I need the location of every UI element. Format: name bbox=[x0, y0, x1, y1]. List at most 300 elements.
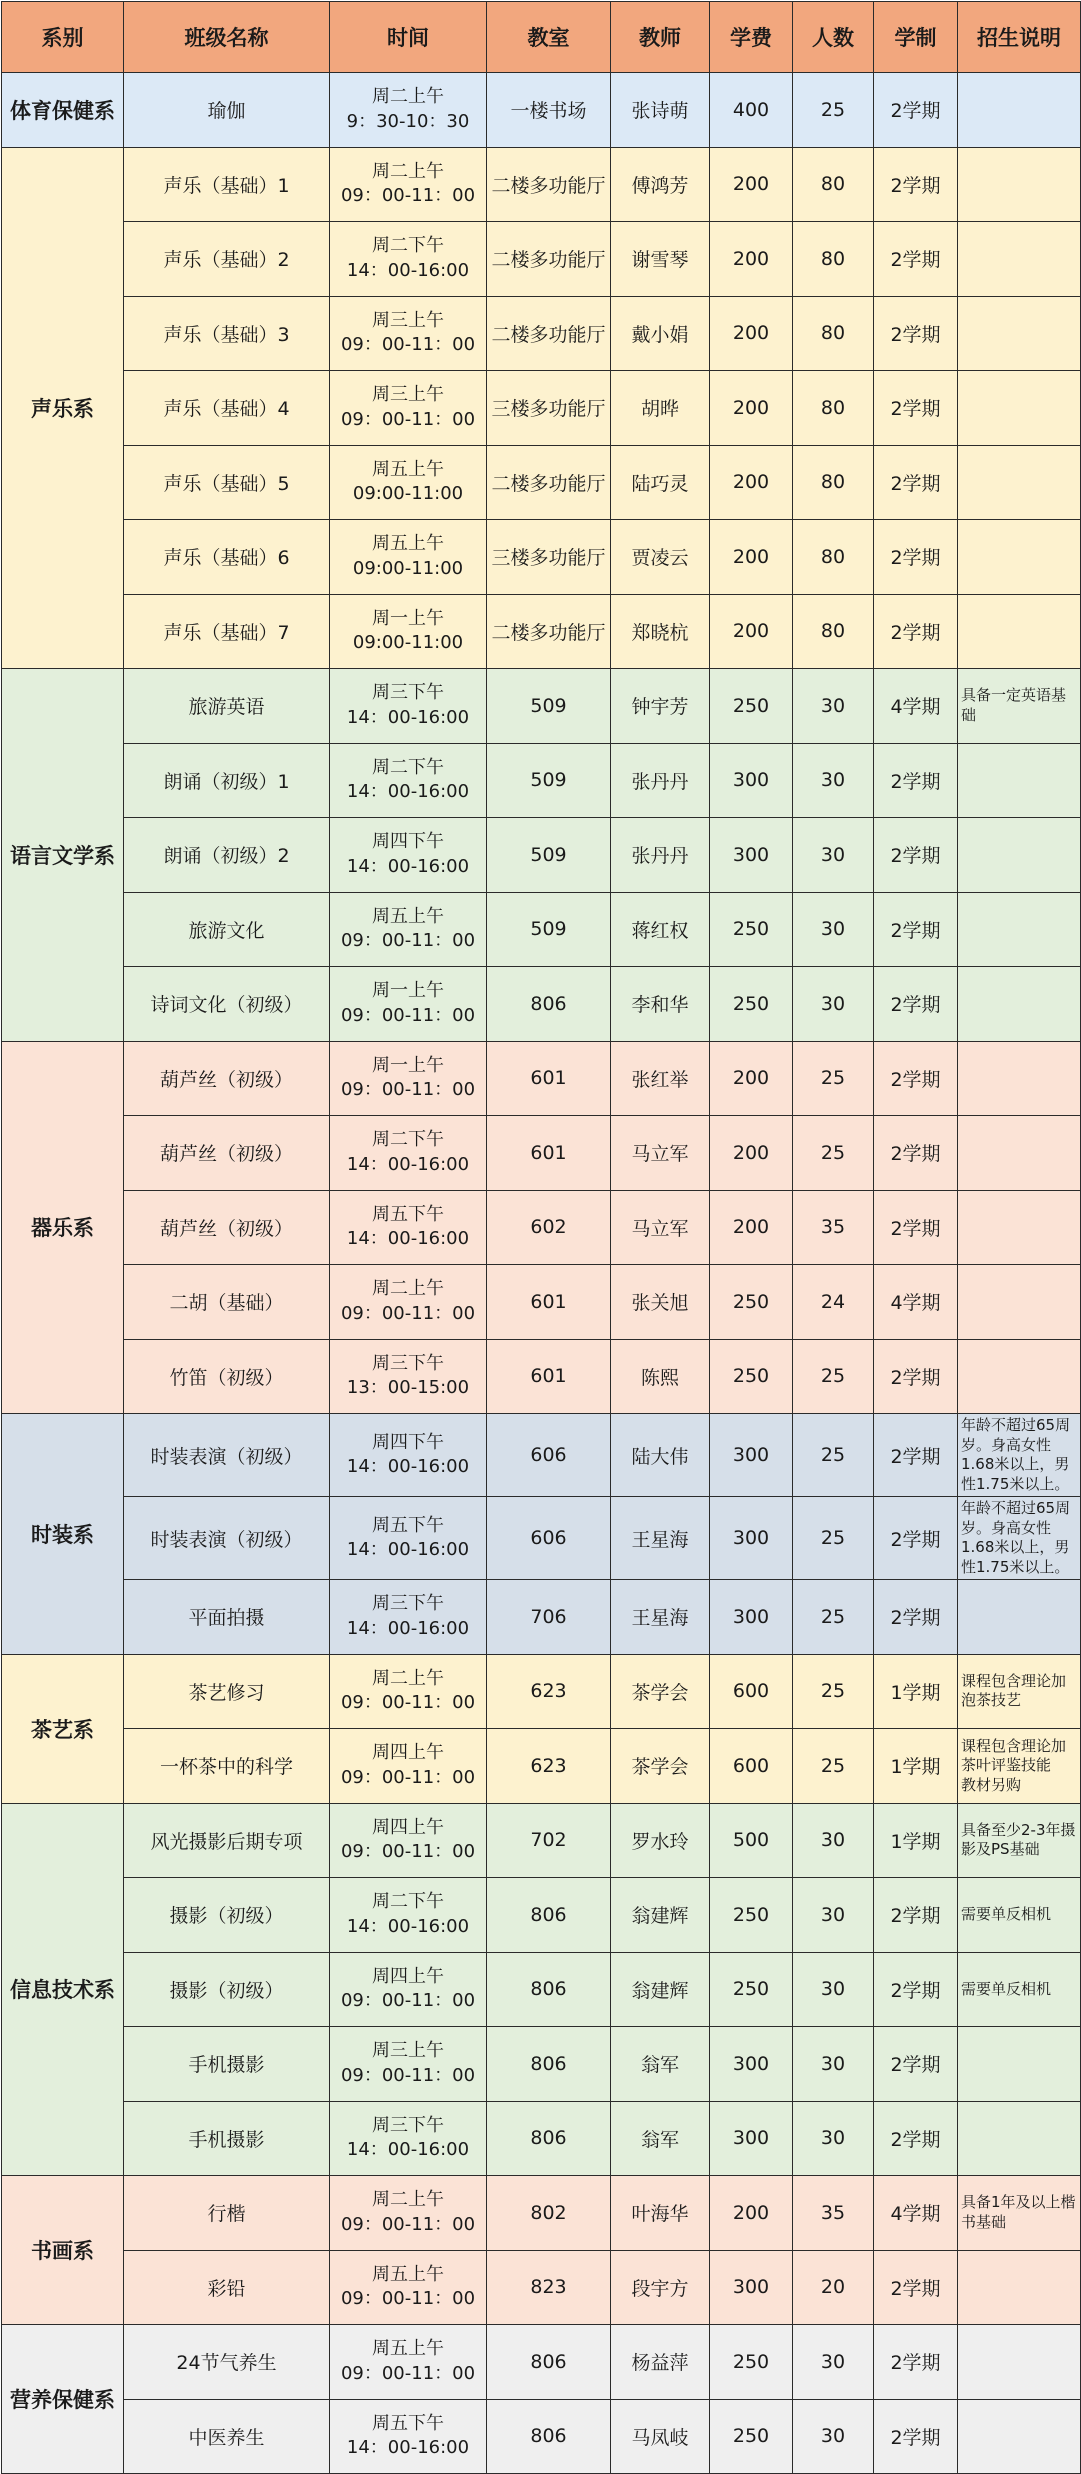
class-name-cell: 时装表演（初级） bbox=[124, 1497, 330, 1580]
class-name-cell: 朗诵（初级）1 bbox=[124, 743, 330, 818]
table-row bbox=[2, 1041, 1081, 1116]
time-cell: 周五上午 09:00-11:00 bbox=[330, 520, 487, 595]
term-cell: 2学期 bbox=[874, 445, 958, 520]
term-cell: 2学期 bbox=[874, 1116, 958, 1191]
fee-cell: 200 bbox=[710, 371, 793, 446]
term-cell: 2学期 bbox=[874, 520, 958, 595]
room-cell: 806 bbox=[487, 2027, 611, 2102]
class-name-cell: 竹笛（初级） bbox=[124, 1339, 330, 1414]
table-row bbox=[2, 967, 1081, 1042]
note-cell: 课程包含理论加 泡茶技艺 bbox=[958, 1654, 1081, 1729]
time-cell: 周五上午 09：00-11：00 bbox=[330, 892, 487, 967]
course-schedule-table bbox=[1, 1, 1081, 2474]
class-name-cell: 声乐（基础）4 bbox=[124, 371, 330, 446]
room-cell: 601 bbox=[487, 1041, 611, 1116]
count-cell: 20 bbox=[793, 2250, 874, 2325]
note-cell bbox=[958, 892, 1081, 967]
term-cell: 2学期 bbox=[874, 1580, 958, 1655]
teacher-cell: 叶海华 bbox=[611, 2176, 710, 2251]
note-cell bbox=[958, 2325, 1081, 2400]
time-cell: 周一上午 09:00-11:00 bbox=[330, 594, 487, 669]
table-row bbox=[2, 2325, 1081, 2400]
time-cell: 周二上午 09：00-11：00 bbox=[330, 1654, 487, 1729]
term-cell: 1学期 bbox=[874, 1654, 958, 1729]
count-cell: 80 bbox=[793, 222, 874, 297]
header-room: 教室 bbox=[487, 2, 611, 73]
class-name-cell: 时装表演（初级） bbox=[124, 1414, 330, 1497]
header-note: 招生说明 bbox=[958, 2, 1081, 73]
term-cell: 2学期 bbox=[874, 1497, 958, 1580]
teacher-cell: 王星海 bbox=[611, 1497, 710, 1580]
fee-cell: 300 bbox=[710, 2027, 793, 2102]
header-teacher: 教师 bbox=[611, 2, 710, 73]
teacher-cell: 马凤岐 bbox=[611, 2399, 710, 2474]
note-cell bbox=[958, 371, 1081, 446]
room-cell: 806 bbox=[487, 1952, 611, 2027]
table-row bbox=[2, 73, 1081, 148]
fee-cell: 300 bbox=[710, 818, 793, 893]
term-cell: 2学期 bbox=[874, 967, 958, 1042]
term-cell: 2学期 bbox=[874, 2399, 958, 2474]
fee-cell: 200 bbox=[710, 222, 793, 297]
note-cell bbox=[958, 520, 1081, 595]
dept-cell: 声乐系 bbox=[2, 147, 124, 669]
time-cell: 周三上午 09：00-11：00 bbox=[330, 296, 487, 371]
term-cell: 4学期 bbox=[874, 2176, 958, 2251]
count-cell: 25 bbox=[793, 1116, 874, 1191]
header-dept: 系别 bbox=[2, 2, 124, 73]
time-cell: 周三下午 14：00-16:00 bbox=[330, 2101, 487, 2176]
time-cell: 周二下午 14：00-16:00 bbox=[330, 222, 487, 297]
note-cell bbox=[958, 818, 1081, 893]
count-cell: 30 bbox=[793, 743, 874, 818]
teacher-cell: 杨益萍 bbox=[611, 2325, 710, 2400]
count-cell: 25 bbox=[793, 1041, 874, 1116]
room-cell: 606 bbox=[487, 1414, 611, 1497]
room-cell: 二楼多功能厅 bbox=[487, 296, 611, 371]
term-cell: 2学期 bbox=[874, 296, 958, 371]
class-name-cell: 旅游文化 bbox=[124, 892, 330, 967]
teacher-cell: 翁军 bbox=[611, 2101, 710, 2176]
dept-cell: 时装系 bbox=[2, 1414, 124, 1655]
table-row bbox=[2, 818, 1081, 893]
header-count: 人数 bbox=[793, 2, 874, 73]
table-row bbox=[2, 594, 1081, 669]
class-name-cell: 平面拍摄 bbox=[124, 1580, 330, 1655]
class-name-cell: 声乐（基础）3 bbox=[124, 296, 330, 371]
teacher-cell: 蒋红权 bbox=[611, 892, 710, 967]
count-cell: 30 bbox=[793, 1952, 874, 2027]
fee-cell: 250 bbox=[710, 2325, 793, 2400]
class-name-cell: 24节气养生 bbox=[124, 2325, 330, 2400]
fee-cell: 250 bbox=[710, 2399, 793, 2474]
count-cell: 25 bbox=[793, 1497, 874, 1580]
class-name-cell: 风光摄影后期专项 bbox=[124, 1803, 330, 1878]
term-cell: 2学期 bbox=[874, 594, 958, 669]
time-cell: 周五下午 14：00-16:00 bbox=[330, 1190, 487, 1265]
dept-cell: 营养保健系 bbox=[2, 2325, 124, 2474]
room-cell: 509 bbox=[487, 818, 611, 893]
table-row bbox=[2, 147, 1081, 222]
term-cell: 2学期 bbox=[874, 2027, 958, 2102]
room-cell: 823 bbox=[487, 2250, 611, 2325]
room-cell: 806 bbox=[487, 1878, 611, 1953]
note-cell: 具备1年及以上楷 书基础 bbox=[958, 2176, 1081, 2251]
term-cell: 2学期 bbox=[874, 1952, 958, 2027]
header-class-name: 班级名称 bbox=[124, 2, 330, 73]
note-cell: 具备至少2-3年摄 影及PS基础 bbox=[958, 1803, 1081, 1878]
note-cell bbox=[958, 445, 1081, 520]
time-cell: 周二下午 14：00-16:00 bbox=[330, 1116, 487, 1191]
count-cell: 25 bbox=[793, 73, 874, 148]
class-name-cell: 摄影（初级） bbox=[124, 1952, 330, 2027]
fee-cell: 200 bbox=[710, 1116, 793, 1191]
table-row bbox=[2, 1952, 1081, 2027]
note-cell: 课程包含理论加 茶叶评鉴技能 教材另购 bbox=[958, 1729, 1081, 1804]
note-cell: 需要单反相机 bbox=[958, 1878, 1081, 1953]
note-cell bbox=[958, 1339, 1081, 1414]
fee-cell: 200 bbox=[710, 296, 793, 371]
fee-cell: 500 bbox=[710, 1803, 793, 1878]
room-cell: 806 bbox=[487, 2399, 611, 2474]
dept-cell: 信息技术系 bbox=[2, 1803, 124, 2176]
note-cell bbox=[958, 73, 1081, 148]
note-cell bbox=[958, 222, 1081, 297]
teacher-cell: 马立军 bbox=[611, 1116, 710, 1191]
note-cell bbox=[958, 1116, 1081, 1191]
room-cell: 802 bbox=[487, 2176, 611, 2251]
count-cell: 30 bbox=[793, 1878, 874, 1953]
class-name-cell: 朗诵（初级）2 bbox=[124, 818, 330, 893]
note-cell bbox=[958, 2027, 1081, 2102]
fee-cell: 300 bbox=[710, 1580, 793, 1655]
count-cell: 24 bbox=[793, 1265, 874, 1340]
table-row bbox=[2, 2176, 1081, 2251]
term-cell: 2学期 bbox=[874, 1878, 958, 1953]
table-row bbox=[2, 371, 1081, 446]
class-name-cell: 摄影（初级） bbox=[124, 1878, 330, 1953]
term-cell: 2学期 bbox=[874, 892, 958, 967]
count-cell: 25 bbox=[793, 1580, 874, 1655]
fee-cell: 300 bbox=[710, 2101, 793, 2176]
teacher-cell: 张关旭 bbox=[611, 1265, 710, 1340]
table-row bbox=[2, 1116, 1081, 1191]
teacher-cell: 张丹丹 bbox=[611, 818, 710, 893]
class-name-cell: 行楷 bbox=[124, 2176, 330, 2251]
time-cell: 周二下午 14：00-16:00 bbox=[330, 743, 487, 818]
class-name-cell: 手机摄影 bbox=[124, 2101, 330, 2176]
time-cell: 周二上午 9：30-10：30 bbox=[330, 73, 487, 148]
count-cell: 30 bbox=[793, 1803, 874, 1878]
note-cell bbox=[958, 2399, 1081, 2474]
table-row bbox=[2, 1265, 1081, 1340]
note-cell bbox=[958, 2101, 1081, 2176]
class-name-cell: 诗词文化（初级） bbox=[124, 967, 330, 1042]
term-cell: 2学期 bbox=[874, 222, 958, 297]
note-cell bbox=[958, 1041, 1081, 1116]
time-cell: 周五下午 14：00-16:00 bbox=[330, 2399, 487, 2474]
term-cell: 2学期 bbox=[874, 73, 958, 148]
table-row bbox=[2, 892, 1081, 967]
count-cell: 30 bbox=[793, 2101, 874, 2176]
note-cell bbox=[958, 2250, 1081, 2325]
teacher-cell: 王星海 bbox=[611, 1580, 710, 1655]
dept-cell: 书画系 bbox=[2, 2176, 124, 2325]
teacher-cell: 张红举 bbox=[611, 1041, 710, 1116]
room-cell: 二楼多功能厅 bbox=[487, 445, 611, 520]
teacher-cell: 钟宇芳 bbox=[611, 669, 710, 744]
teacher-cell: 李和华 bbox=[611, 967, 710, 1042]
teacher-cell: 傅鸿芳 bbox=[611, 147, 710, 222]
teacher-cell: 陆巧灵 bbox=[611, 445, 710, 520]
table-row bbox=[2, 1190, 1081, 1265]
note-cell bbox=[958, 967, 1081, 1042]
count-cell: 25 bbox=[793, 1654, 874, 1729]
room-cell: 606 bbox=[487, 1497, 611, 1580]
class-name-cell: 声乐（基础）1 bbox=[124, 147, 330, 222]
note-cell: 年龄不超过65周 岁。身高女性 1.68米以上，男 性1.75米以上。 bbox=[958, 1414, 1081, 1497]
fee-cell: 250 bbox=[710, 1878, 793, 1953]
note-cell bbox=[958, 1265, 1081, 1340]
fee-cell: 200 bbox=[710, 1190, 793, 1265]
time-cell: 周五上午 09：00-11：00 bbox=[330, 2325, 487, 2400]
room-cell: 一楼书场 bbox=[487, 73, 611, 148]
count-cell: 25 bbox=[793, 1729, 874, 1804]
room-cell: 601 bbox=[487, 1116, 611, 1191]
table-row bbox=[2, 2399, 1081, 2474]
count-cell: 30 bbox=[793, 892, 874, 967]
note-cell bbox=[958, 296, 1081, 371]
term-cell: 2学期 bbox=[874, 2101, 958, 2176]
class-name-cell: 手机摄影 bbox=[124, 2027, 330, 2102]
teacher-cell: 张诗萌 bbox=[611, 73, 710, 148]
room-cell: 509 bbox=[487, 743, 611, 818]
table-row bbox=[2, 296, 1081, 371]
time-cell: 周三下午 13：00-15:00 bbox=[330, 1339, 487, 1414]
count-cell: 30 bbox=[793, 2325, 874, 2400]
term-cell: 1学期 bbox=[874, 1729, 958, 1804]
class-name-cell: 彩铅 bbox=[124, 2250, 330, 2325]
term-cell: 2学期 bbox=[874, 2250, 958, 2325]
term-cell: 2学期 bbox=[874, 2325, 958, 2400]
table-row bbox=[2, 520, 1081, 595]
teacher-cell: 谢雪琴 bbox=[611, 222, 710, 297]
note-cell: 需要单反相机 bbox=[958, 1952, 1081, 2027]
fee-cell: 250 bbox=[710, 1339, 793, 1414]
count-cell: 80 bbox=[793, 296, 874, 371]
teacher-cell: 罗水玲 bbox=[611, 1803, 710, 1878]
time-cell: 周二下午 14：00-16:00 bbox=[330, 1878, 487, 1953]
count-cell: 30 bbox=[793, 669, 874, 744]
term-cell: 2学期 bbox=[874, 1190, 958, 1265]
table-row bbox=[2, 669, 1081, 744]
class-name-cell: 声乐（基础）7 bbox=[124, 594, 330, 669]
time-cell: 周三下午 14：00-16:00 bbox=[330, 1580, 487, 1655]
room-cell: 706 bbox=[487, 1580, 611, 1655]
count-cell: 80 bbox=[793, 445, 874, 520]
fee-cell: 200 bbox=[710, 2176, 793, 2251]
header-time: 时间 bbox=[330, 2, 487, 73]
table-row bbox=[2, 2250, 1081, 2325]
time-cell: 周四下午 14：00-16:00 bbox=[330, 1414, 487, 1497]
room-cell: 三楼多功能厅 bbox=[487, 371, 611, 446]
fee-cell: 200 bbox=[710, 520, 793, 595]
teacher-cell: 茶学会 bbox=[611, 1729, 710, 1804]
room-cell: 601 bbox=[487, 1339, 611, 1414]
teacher-cell: 翁军 bbox=[611, 2027, 710, 2102]
dept-cell: 体育保健系 bbox=[2, 73, 124, 148]
fee-cell: 200 bbox=[710, 594, 793, 669]
class-name-cell: 茶艺修习 bbox=[124, 1654, 330, 1729]
time-cell: 周五上午 09:00-11:00 bbox=[330, 445, 487, 520]
dept-cell: 器乐系 bbox=[2, 1041, 124, 1414]
teacher-cell: 贾凌云 bbox=[611, 520, 710, 595]
term-cell: 2学期 bbox=[874, 371, 958, 446]
teacher-cell: 翁建辉 bbox=[611, 1878, 710, 1953]
fee-cell: 250 bbox=[710, 669, 793, 744]
fee-cell: 300 bbox=[710, 1497, 793, 1580]
term-cell: 4学期 bbox=[874, 669, 958, 744]
table-row bbox=[2, 743, 1081, 818]
table-row bbox=[2, 445, 1081, 520]
teacher-cell: 茶学会 bbox=[611, 1654, 710, 1729]
count-cell: 35 bbox=[793, 2176, 874, 2251]
fee-cell: 250 bbox=[710, 967, 793, 1042]
count-cell: 25 bbox=[793, 1414, 874, 1497]
time-cell: 周一上午 09：00-11：00 bbox=[330, 967, 487, 1042]
time-cell: 周一上午 09：00-11：00 bbox=[330, 1041, 487, 1116]
teacher-cell: 胡晔 bbox=[611, 371, 710, 446]
room-cell: 二楼多功能厅 bbox=[487, 147, 611, 222]
class-name-cell: 瑜伽 bbox=[124, 73, 330, 148]
table-row bbox=[2, 1497, 1081, 1580]
room-cell: 509 bbox=[487, 669, 611, 744]
class-name-cell: 葫芦丝（初级） bbox=[124, 1116, 330, 1191]
fee-cell: 250 bbox=[710, 892, 793, 967]
note-cell bbox=[958, 743, 1081, 818]
count-cell: 80 bbox=[793, 594, 874, 669]
room-cell: 三楼多功能厅 bbox=[487, 520, 611, 595]
fee-cell: 600 bbox=[710, 1654, 793, 1729]
fee-cell: 200 bbox=[710, 147, 793, 222]
room-cell: 509 bbox=[487, 892, 611, 967]
time-cell: 周二上午 09：00-11：00 bbox=[330, 1265, 487, 1340]
count-cell: 30 bbox=[793, 2027, 874, 2102]
table-row bbox=[2, 1654, 1081, 1729]
note-cell bbox=[958, 594, 1081, 669]
teacher-cell: 马立军 bbox=[611, 1190, 710, 1265]
fee-cell: 300 bbox=[710, 2250, 793, 2325]
term-cell: 2学期 bbox=[874, 743, 958, 818]
time-cell: 周五上午 09：00-11：00 bbox=[330, 2250, 487, 2325]
fee-cell: 600 bbox=[710, 1729, 793, 1804]
time-cell: 周五下午 14：00-16:00 bbox=[330, 1497, 487, 1580]
room-cell: 623 bbox=[487, 1729, 611, 1804]
teacher-cell: 戴小娟 bbox=[611, 296, 710, 371]
class-name-cell: 一杯茶中的科学 bbox=[124, 1729, 330, 1804]
header-fee: 学费 bbox=[710, 2, 793, 73]
class-name-cell: 中医养生 bbox=[124, 2399, 330, 2474]
note-cell bbox=[958, 1580, 1081, 1655]
class-name-cell: 二胡（基础） bbox=[124, 1265, 330, 1340]
term-cell: 4学期 bbox=[874, 1265, 958, 1340]
class-name-cell: 声乐（基础）2 bbox=[124, 222, 330, 297]
fee-cell: 250 bbox=[710, 1952, 793, 2027]
count-cell: 80 bbox=[793, 371, 874, 446]
table-body bbox=[2, 73, 1081, 2474]
count-cell: 80 bbox=[793, 520, 874, 595]
time-cell: 周四上午 09：00-11：00 bbox=[330, 1729, 487, 1804]
term-cell: 2学期 bbox=[874, 147, 958, 222]
fee-cell: 200 bbox=[710, 1041, 793, 1116]
time-cell: 周二上午 09：00-11：00 bbox=[330, 147, 487, 222]
room-cell: 623 bbox=[487, 1654, 611, 1729]
time-cell: 周二上午 09：00-11：00 bbox=[330, 2176, 487, 2251]
time-cell: 周四上午 09：00-11：00 bbox=[330, 1803, 487, 1878]
time-cell: 周三下午 14：00-16:00 bbox=[330, 669, 487, 744]
dept-cell: 语言文学系 bbox=[2, 669, 124, 1042]
count-cell: 30 bbox=[793, 967, 874, 1042]
room-cell: 702 bbox=[487, 1803, 611, 1878]
teacher-cell: 翁建辉 bbox=[611, 1952, 710, 2027]
count-cell: 30 bbox=[793, 2399, 874, 2474]
table-row bbox=[2, 1729, 1081, 1804]
count-cell: 30 bbox=[793, 818, 874, 893]
term-cell: 2学期 bbox=[874, 818, 958, 893]
class-name-cell: 声乐（基础）5 bbox=[124, 445, 330, 520]
class-name-cell: 葫芦丝（初级） bbox=[124, 1041, 330, 1116]
time-cell: 周四上午 09：00-11：00 bbox=[330, 1952, 487, 2027]
table-row bbox=[2, 222, 1081, 297]
time-cell: 周三上午 09：00-11：00 bbox=[330, 2027, 487, 2102]
class-name-cell: 旅游英语 bbox=[124, 669, 330, 744]
table-row bbox=[2, 2027, 1081, 2102]
term-cell: 2学期 bbox=[874, 1041, 958, 1116]
table-row bbox=[2, 1580, 1081, 1655]
time-cell: 周四下午 14：00-16:00 bbox=[330, 818, 487, 893]
room-cell: 806 bbox=[487, 967, 611, 1042]
count-cell: 35 bbox=[793, 1190, 874, 1265]
note-cell bbox=[958, 1190, 1081, 1265]
count-cell: 80 bbox=[793, 147, 874, 222]
teacher-cell: 陈熙 bbox=[611, 1339, 710, 1414]
term-cell: 2学期 bbox=[874, 1339, 958, 1414]
table-row bbox=[2, 1803, 1081, 1878]
table-row bbox=[2, 1414, 1081, 1497]
note-cell: 具备一定英语基 础 bbox=[958, 669, 1081, 744]
header-row bbox=[2, 2, 1081, 73]
dept-cell: 茶艺系 bbox=[2, 1654, 124, 1803]
teacher-cell: 陆大伟 bbox=[611, 1414, 710, 1497]
teacher-cell: 张丹丹 bbox=[611, 743, 710, 818]
room-cell: 二楼多功能厅 bbox=[487, 594, 611, 669]
class-name-cell: 声乐（基础）6 bbox=[124, 520, 330, 595]
note-cell: 年龄不超过65周 岁。身高女性 1.68米以上，男 性1.75米以上。 bbox=[958, 1497, 1081, 1580]
fee-cell: 300 bbox=[710, 743, 793, 818]
fee-cell: 250 bbox=[710, 1265, 793, 1340]
fee-cell: 300 bbox=[710, 1414, 793, 1497]
note-cell bbox=[958, 147, 1081, 222]
fee-cell: 400 bbox=[710, 73, 793, 148]
teacher-cell: 段宇方 bbox=[611, 2250, 710, 2325]
fee-cell: 200 bbox=[710, 445, 793, 520]
table-row bbox=[2, 2101, 1081, 2176]
class-name-cell: 葫芦丝（初级） bbox=[124, 1190, 330, 1265]
table-row bbox=[2, 1878, 1081, 1953]
teacher-cell: 郑晓杭 bbox=[611, 594, 710, 669]
room-cell: 601 bbox=[487, 1265, 611, 1340]
time-cell: 周三上午 09：00-11：00 bbox=[330, 371, 487, 446]
